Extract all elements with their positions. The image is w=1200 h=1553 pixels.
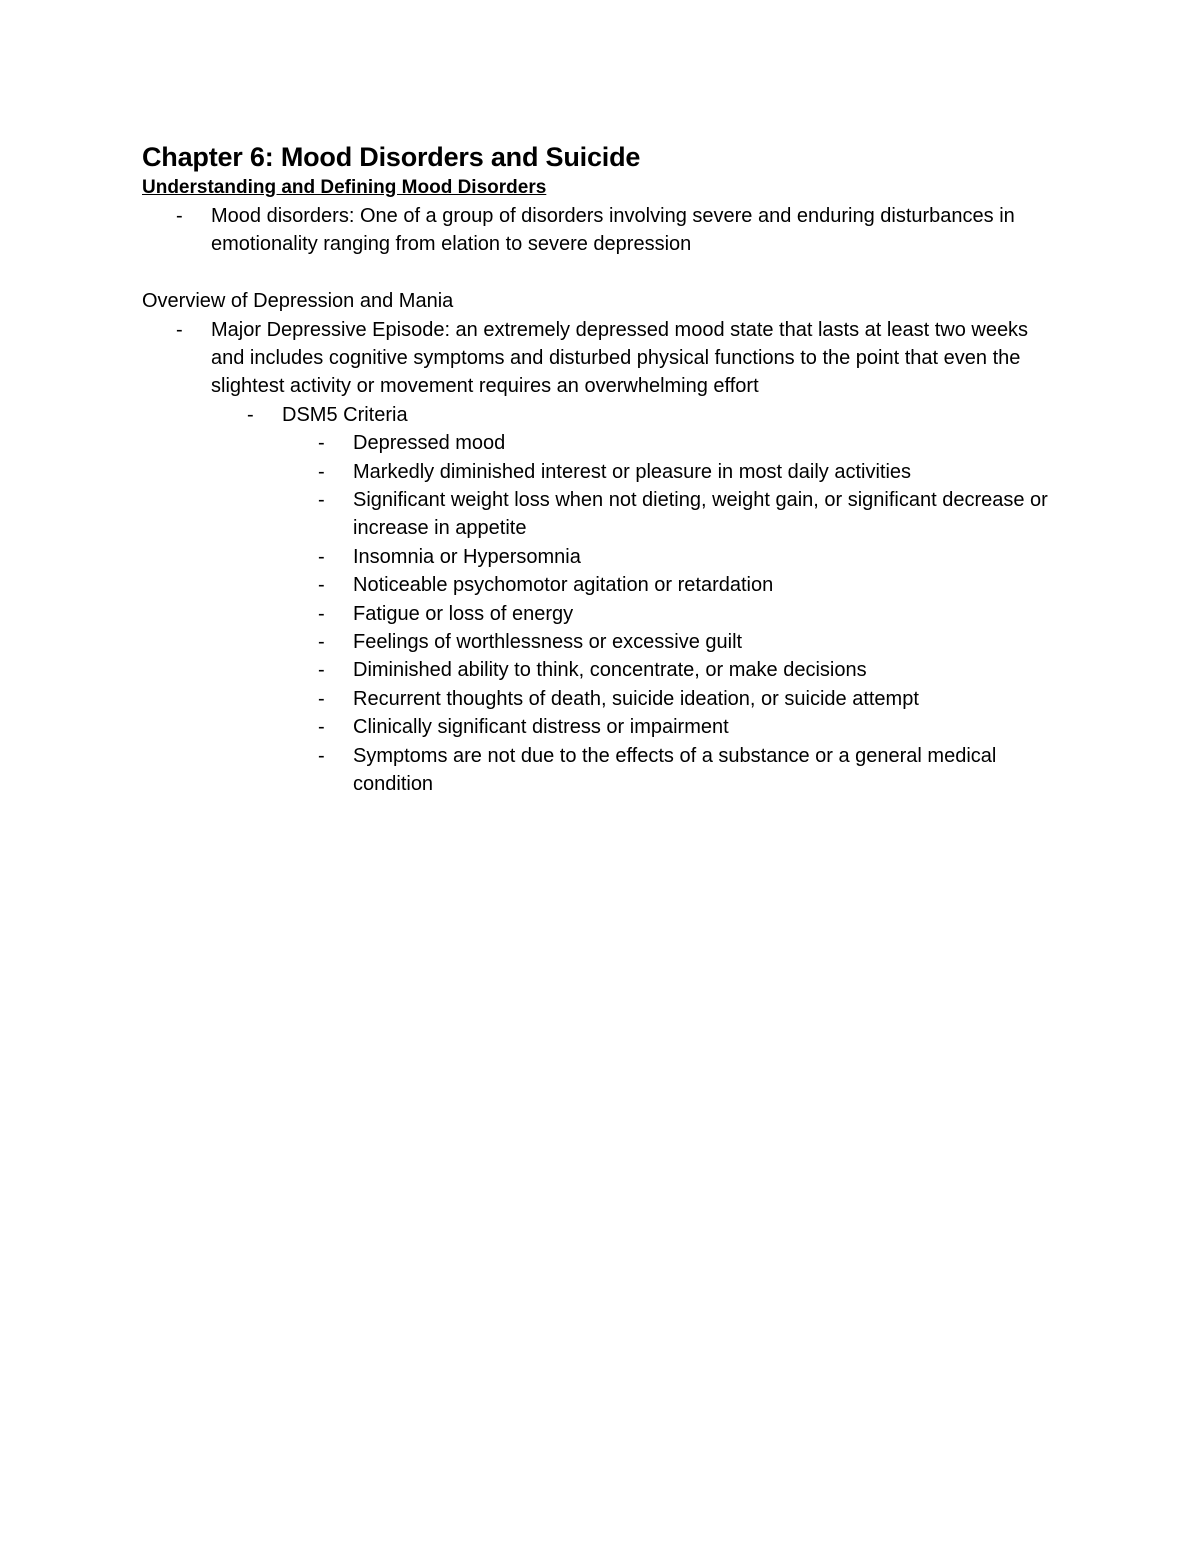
bullet-dash: - bbox=[318, 687, 325, 710]
bullet-dash: - bbox=[318, 602, 325, 625]
criteria-item bbox=[142, 656, 1062, 684]
criteria-list bbox=[142, 429, 1062, 798]
criteria-item-text: Fatigue or loss of energy bbox=[353, 602, 574, 625]
bullet-dash: - bbox=[318, 744, 325, 767]
spacer bbox=[142, 259, 1062, 287]
list-item bbox=[142, 202, 1062, 259]
bullet-dash: - bbox=[318, 574, 325, 597]
bullet-dash: - bbox=[318, 460, 325, 483]
criteria-item bbox=[142, 458, 1062, 486]
bullet-dash: - bbox=[176, 205, 183, 227]
criteria-item bbox=[142, 429, 1062, 457]
bullet-dash: - bbox=[318, 659, 325, 682]
list-item-text: DSM5 Criteria bbox=[282, 403, 408, 426]
criteria-item bbox=[142, 486, 1062, 543]
bullet-dash: - bbox=[176, 318, 183, 341]
criteria-item bbox=[142, 628, 1062, 656]
criteria-item-text: Depressed mood bbox=[353, 432, 506, 455]
bullet-dash: - bbox=[318, 545, 325, 568]
list-item-text: Major Depressive Episode: an extremely depressed mood state that lasts at least two weeks and includes cognitive symptoms and disturbed physical functions to the point that even the slightest activity or movement requires an overwhelming effort bbox=[211, 318, 1029, 398]
bullet-dash: - bbox=[318, 631, 325, 654]
criteria-item-text: Noticeable psychomotor agitation or retardation bbox=[353, 574, 774, 597]
criteria-item bbox=[142, 742, 1062, 799]
page-title: Chapter 6: Mood Disorders and Suicide bbox=[142, 142, 641, 172]
criteria-item-text: Diminished ability to think, concentrate, or make decisions bbox=[353, 659, 867, 682]
list-item-text: Mood disorders: One of a group of disorders involving severe and enduring disturbances in emotionality ranging from elation to severe depression bbox=[211, 205, 1015, 256]
section-heading-understanding: Understanding and Defining Mood Disorders bbox=[142, 177, 547, 198]
criteria-item-text: Symptoms are not due to the effects of a substance or a general medical condition bbox=[353, 744, 997, 796]
bullet-dash: - bbox=[318, 489, 325, 512]
list-item-criteria-label bbox=[142, 401, 1062, 429]
criteria-item-text: Significant weight loss when not dieting, weight gain, or significant decrease or increase in appetite bbox=[353, 489, 1048, 540]
criteria-item bbox=[142, 713, 1062, 741]
criteria-item bbox=[142, 600, 1062, 628]
criteria-item bbox=[142, 543, 1062, 571]
criteria-item bbox=[142, 685, 1062, 713]
section-heading-overview: Overview of Depression and Mania bbox=[142, 290, 454, 313]
bullet-dash: - bbox=[318, 432, 325, 455]
criteria-item-text: Recurrent thoughts of death, suicide ideation, or suicide attempt bbox=[353, 687, 919, 710]
bullet-dash: - bbox=[247, 403, 254, 426]
document-content bbox=[142, 140, 1062, 799]
criteria-item-text: Markedly diminished interest or pleasure in most daily activities bbox=[353, 460, 912, 483]
criteria-item-text: Insomnia or Hypersomnia bbox=[353, 545, 581, 568]
list-item-episode bbox=[142, 316, 1062, 401]
criteria-item-text: Clinically significant distress or impairment bbox=[353, 716, 729, 739]
bullet-dash: - bbox=[318, 716, 325, 739]
criteria-item bbox=[142, 571, 1062, 599]
criteria-item-text: Feelings of worthlessness or excessive guilt bbox=[353, 631, 743, 654]
